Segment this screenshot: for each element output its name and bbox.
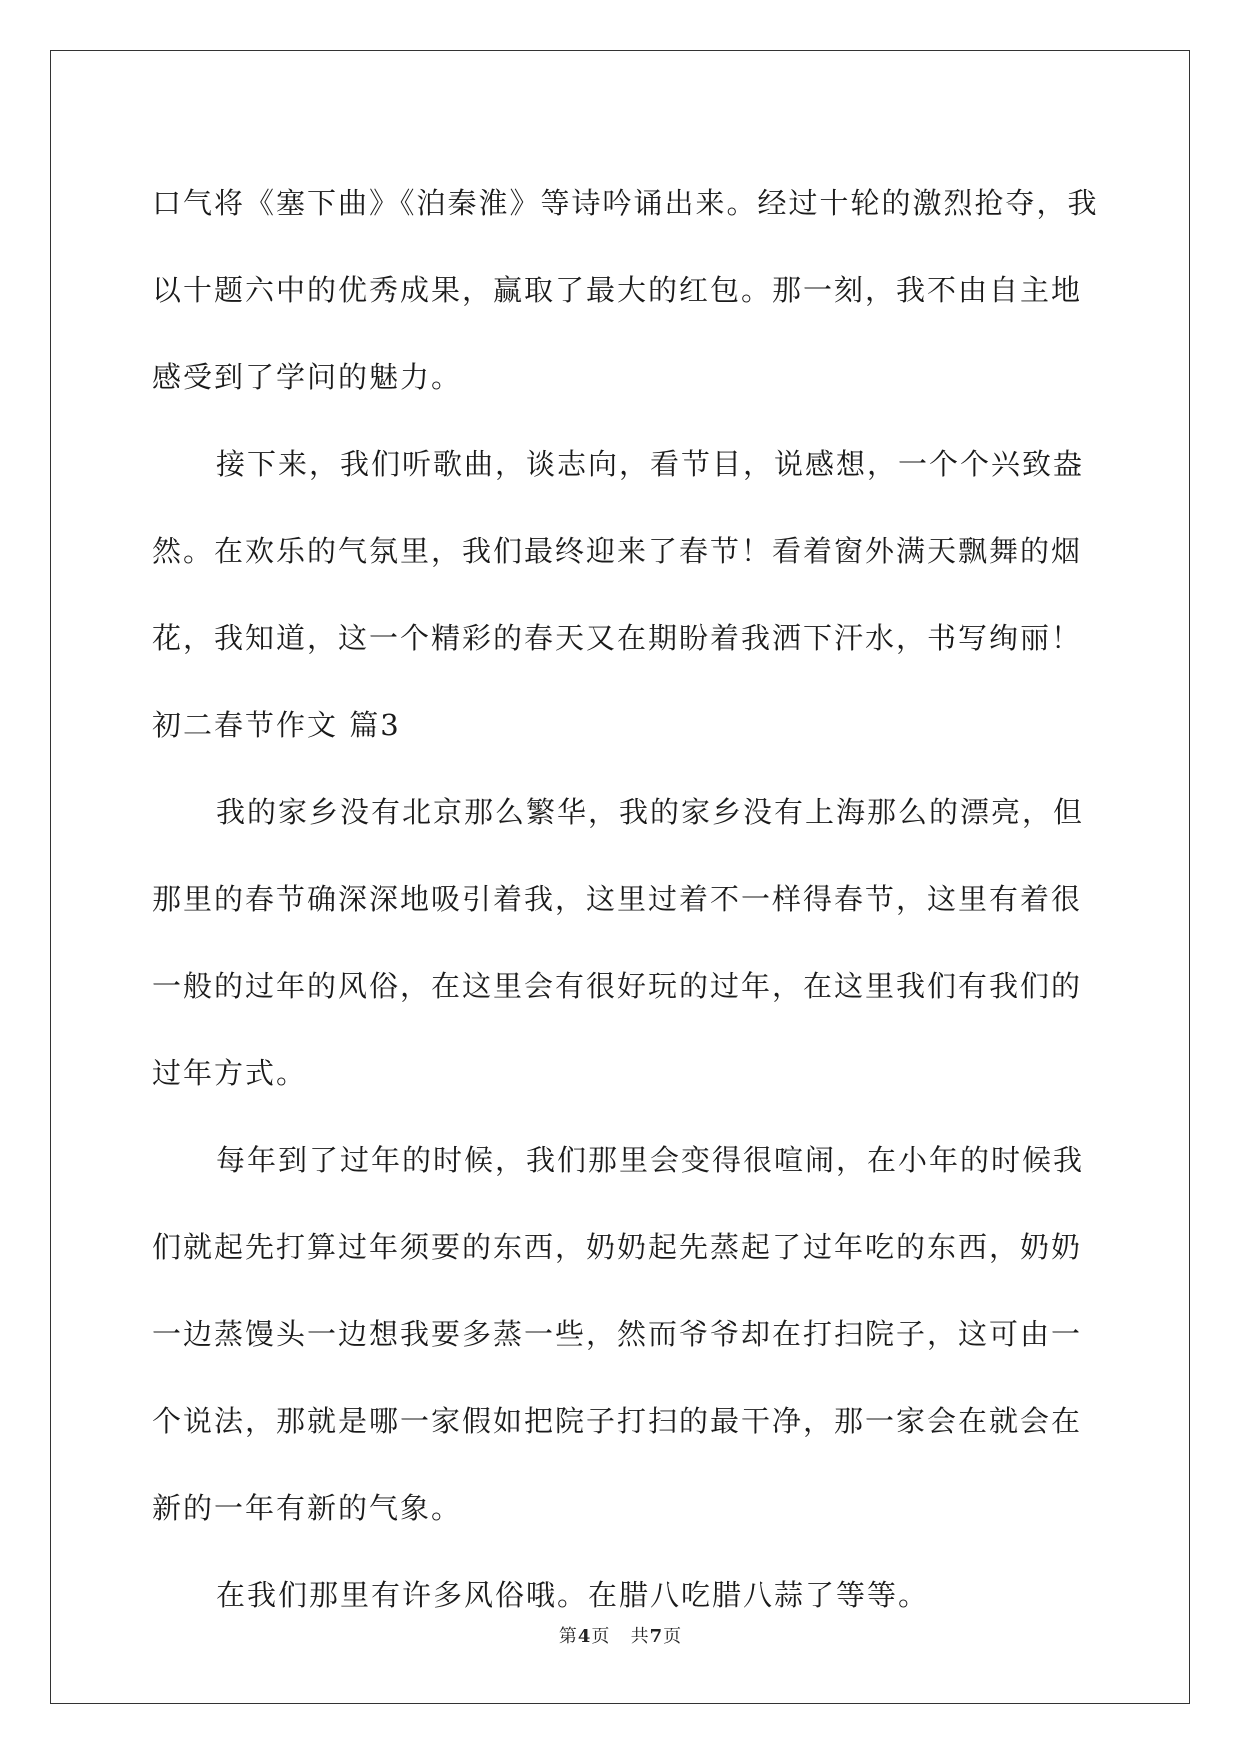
text-line: 那里的春节确深深地吸引着我，这里过着不一样得春节，这里有着很 (152, 882, 1083, 916)
text-line: 一边蒸馒头一边想我要多蒸一些，然而爷爷却在打扫院子，这可由一 (152, 1317, 1083, 1351)
text-line: 花，我知道，这一个精彩的春天又在期盼着我洒下汗水，书写绚丽！ (152, 621, 1083, 655)
footer-prefix: 第 (558, 1626, 578, 1647)
page-footer (0, 1622, 1241, 1648)
text-line: 在我们那里有许多风俗哦。在腊八吃腊八蒜了等等。 (216, 1578, 930, 1612)
text-line: 然。在欢乐的气氛里，我们最终迎来了春节！看着窗外满天飘舞的烟 (152, 534, 1083, 568)
footer-page-suffix: 页 (591, 1626, 611, 1647)
footer-total-suffix: 页 (663, 1626, 683, 1647)
total-page-count: 7 (649, 1626, 664, 1647)
text-line: 新的一年有新的气象。 (152, 1491, 463, 1525)
text-line: 我的家乡没有北京那么繁华，我的家乡没有上海那么的漂亮，但 (216, 795, 1085, 829)
text-line: 过年方式。 (152, 1056, 308, 1090)
current-page-number: 4 (577, 1626, 592, 1647)
text-line: 一般的过年的风俗，在这里会有很好玩的过年，在这里我们有我们的 (152, 969, 1083, 1003)
text-line: 每年到了过年的时候，我们那里会变得很喧闹，在小年的时候我 (216, 1143, 1085, 1177)
text-line: 们就起先打算过年须要的东西，奶奶起先蒸起了过年吃的东西，奶奶 (152, 1230, 1083, 1264)
text-line: 个说法，那就是哪一家假如把院子打扫的最干净，那一家会在就会在 (152, 1404, 1083, 1438)
text-line: 感受到了学问的魅力。 (152, 360, 463, 394)
text-line: 口气将《塞下曲》《泊秦淮》等诗吟诵出来。经过十轮的激烈抢夺，我 (152, 186, 1099, 220)
footer-total-prefix: 共 (630, 1626, 650, 1647)
text-line: 接下来，我们听歌曲，谈志向，看节目，说感想，一个个兴致盎 (216, 447, 1085, 481)
section-heading: 初二春节作文 篇3 (152, 708, 401, 742)
text-line: 以十题六中的优秀成果，赢取了最大的红包。那一刻，我不由自主地 (152, 273, 1083, 307)
document-body (152, 160, 1099, 1639)
